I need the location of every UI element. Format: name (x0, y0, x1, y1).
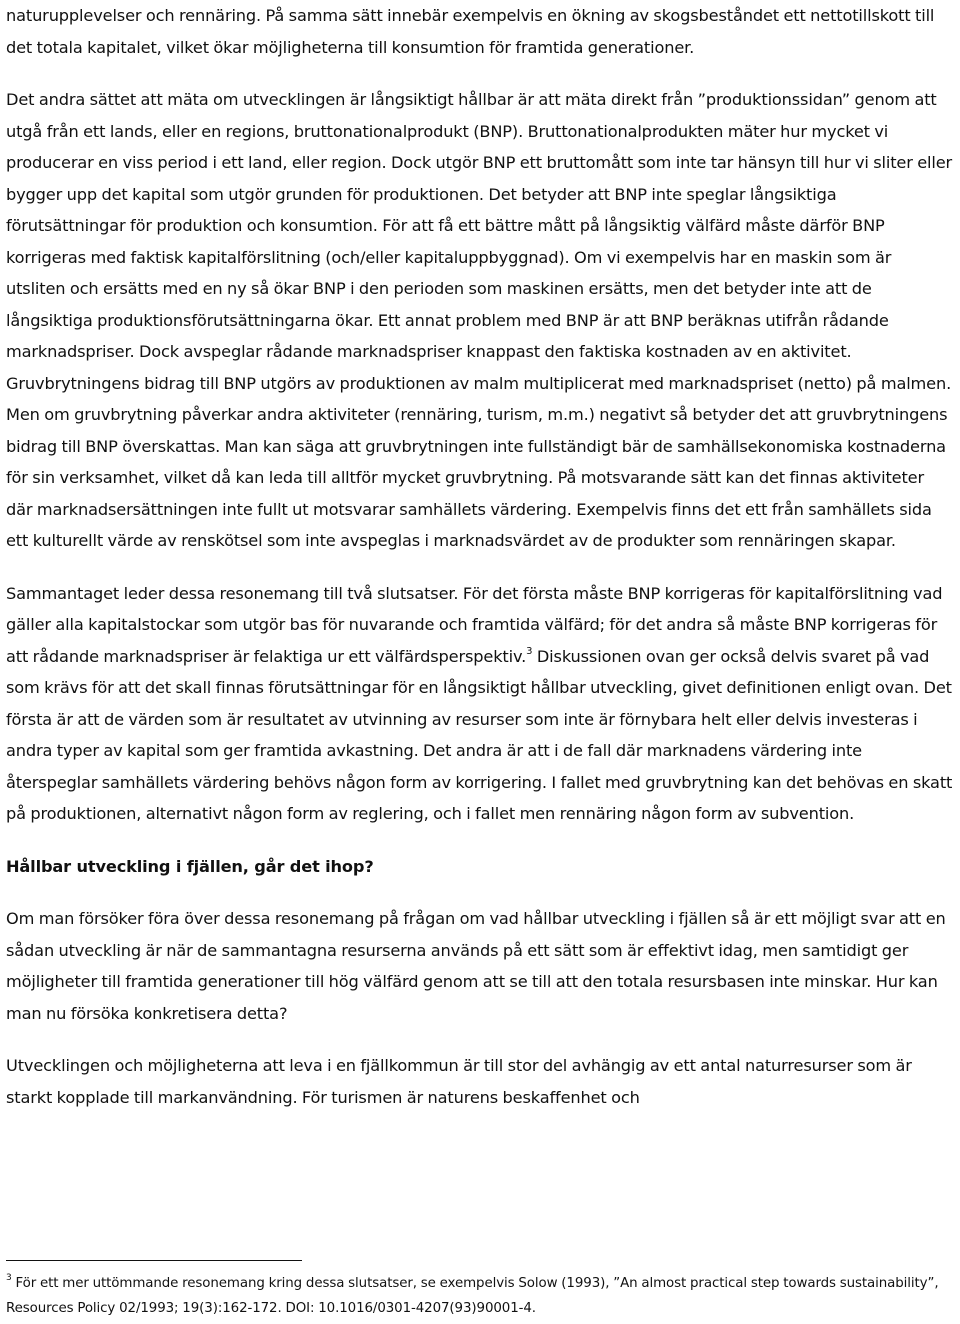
paragraph-bnp-measurement: Det andra sättet att mäta om utvecklingen är långsiktigt hållbar är att mäta direkt från ”produktionssidan” genom att utgå från ett lands, eller en regions, bruttonationalprodukt (BNP). Bruttonationalprodukten mäter hur mycket vi producerar en viss period i ett land, eller region. Dock utgör BNP ett bruttomått som inte tar hänsyn till hur vi sliter eller bygger upp det kapital som utgör grunden för produktionen. Det betyder att BNP inte speglar långsiktiga förutsättningar för produktion och konsumtion. För att få ett bättre mått på långsiktig välfärd måste därför BNP korrigeras med faktisk kapitalförslitning (och/eller kapitaluppbyggnad). Om vi exempelvis har en maskin som är utsliten och ersätts med en ny så ökar BNP i den perioden som maskinen ersätts, men det betyder inte att de långsiktiga produktionsförutsättningarna ökar. Ett annat problem med BNP är att BNP beräknas utifrån rådande marknadspriser. Dock avspeglar rådande marknadspriser knappast den faktiska kostnaden av en aktivitet. Gruvbrytningens bidrag till BNP utgörs av produktionen av malm multiplicerat med marknadspriset (netto) på malmen. Men om gruvbrytning påverkar andra aktiviteter (rennäring, turism, m.m.) negativt så betyder det att gruvbrytningens bidrag till BNP överskattas. Man kan säga att gruvbrytningen inte fullständigt bär de samhällsekonomiska kostnaderna för sin verksamhet, vilket då kan leda till alltför mycket gruvbrytning. På motsvarande sätt kan det finnas aktiviteter där marknadsersättningen inte fullt ut motsvarar samhällets värdering. Exempelvis finns det ett från samhällets sida ett kulturellt värde av renskötsel som inte avspeglas i marknadsvärdet av de produkter som rennäringen skapar. (6, 90, 953, 550)
paragraph-mountain-development: Om man försöker föra över dessa resonemang på frågan om vad hållbar utveckling i fjällen så är ett möjligt svar att en sådan utveckling är när de sammantagna resurserna används på ett sätt som är effektivt idag, men samtidigt ger möjligheter till framtida generationer till hög välfärd genom att se till att den totala resursbasen inte minskar. Hur kan man nu försöka konkretisera detta? (6, 909, 946, 1023)
footnote-divider (6, 1260, 302, 1261)
paragraph-intro-continuation: naturupplevelser och rennäring. På samma sätt innebär exempelvis en ökning av skogsbeståndet ett nettotillskott till det totala kapitalet, vilket ökar möjligheterna till konsumtion för framtida generationer. (6, 6, 935, 57)
footnote-text: För ett mer uttömmande resonemang kring dessa slutsatser, se exempelvis Solow (1993), ”An almost practical step towards sustainability”, Resources Policy 02/1993; 19(3):162-172. DOI: 10.1016/0301-4207(93)90001-4. (6, 1276, 939, 1316)
paragraph-spacer (6, 830, 954, 851)
conclusions-text-after-note: Diskussionen ovan ger också delvis svaret på vad som krävs för att det skall finnas förutsättningar för en långsiktigt hållbar utveckling, givet definitionen enligt ovan. Det första är att de värden som är resultatet av utvinning av resurser som inte är förnybara helt eller delvis investeras i andra typer av kapital som ger framtida avkastning. Det andra är att i de fall där marknadens värdering inte återspeglar samhällets värdering behövs någon form av korrigering. I fallet med gruvbrytning kan det behövas en skatt på produktionen, alternativt någon form av reglering, och i fallet men rennäring någon form av subvention. (6, 646, 953, 823)
footnote (6, 1271, 954, 1321)
paragraph-spacer (6, 63, 954, 84)
document-page (6, 0, 954, 1324)
paragraph-spacer (6, 557, 954, 578)
paragraph-spacer (6, 882, 954, 903)
paragraph-natural-resources: Utvecklingen och möjligheterna att leva i en fjällkommun är till stor del avhängig av ett antal naturresurser som är starkt kopplade till markanvändning. För turismen är naturens beskaffenhet och (6, 1056, 912, 1107)
footnote-reference: 3 (526, 646, 533, 658)
paragraph-conclusions (6, 578, 954, 830)
paragraph-spacer (6, 1029, 954, 1050)
section-heading: Hållbar utveckling i fjällen, går det ihop? (6, 856, 374, 876)
footnote-number: 3 (6, 1272, 12, 1283)
conclusions-text-before-note: Sammantaget leder dessa resonemang till två slutsatser. För det första måste BNP korrigeras för kapitalförslitning vad gäller alla kapitalstockar som utgör bas för nuvarande och framtida välfärd; för det andra så måste BNP korrigeras för att rådande marknadspriser är felaktiga ur ett välfärdsperspektiv. (6, 583, 943, 666)
